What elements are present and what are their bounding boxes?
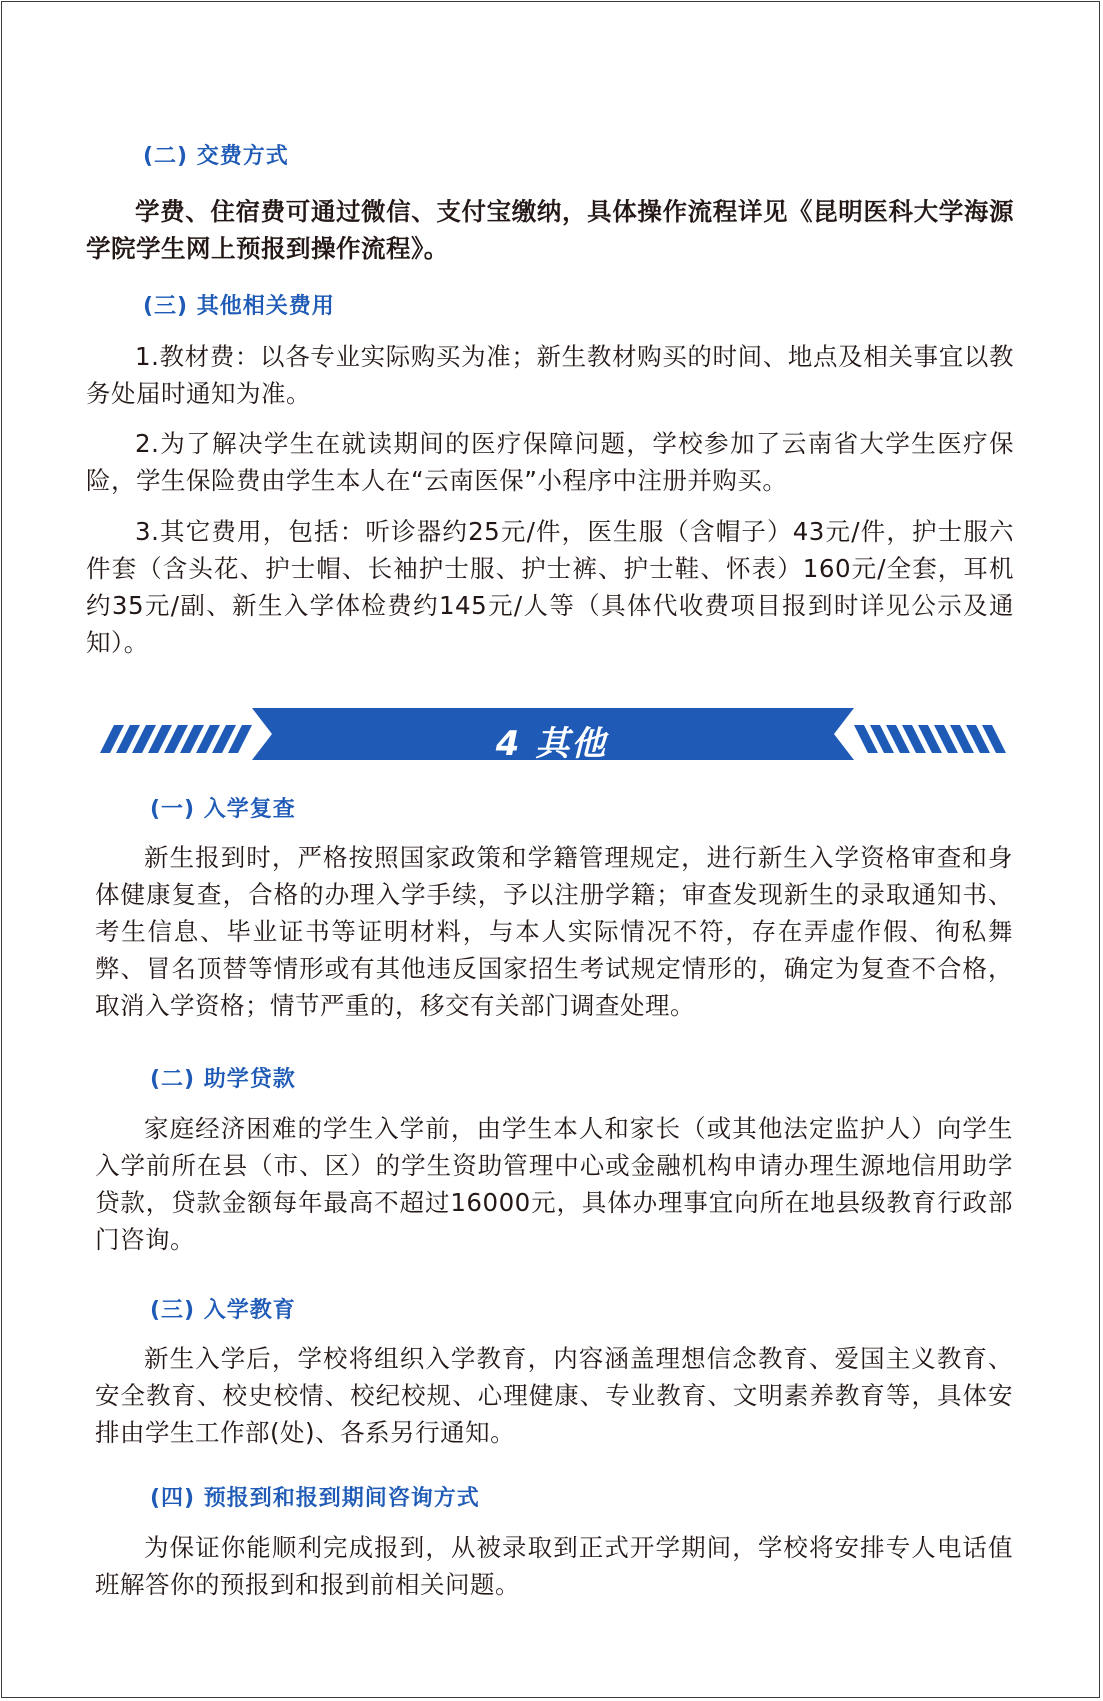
banner-title (0, 716, 1103, 765)
heading-other-fees: (三) 其他相关费用 (143, 294, 335, 319)
heading-payment-method: (二) 交费方式 (143, 144, 289, 169)
banner-number: 4 (495, 724, 522, 764)
paragraph-payment-method: 学费、住宿费可通过微信、支付宝缴纳，具体操作流程详见《昆明医科大学海源学院学生网上预报到操作流程》。 (86, 197, 1014, 263)
paragraph-student-loan: 家庭经济困难的学生入学前，由学生本人和家长（或其他法定监护人）向学生入学前所在县（市、区）的学生资助管理中心或金融机构申请办理生源地信用助学贷款，贷款金额每年最高不超过16000元，具体办理事宜向所在地县级教育行政部门咨询。 (95, 1114, 1013, 1254)
heading-consultation: (四) 预报到和报到期间咨询方式 (150, 1486, 480, 1511)
paragraph-admission-education: 新生入学后，学校将组织入学教育，内容涵盖理想信念教育、爱国主义教育、安全教育、校史校情、校纪校规、心理健康、专业教育、文明素养教育等，具体安排由学生工作部(处)、各系另行通知。 (95, 1344, 1013, 1447)
paragraph-admission-recheck: 新生报到时，严格按照国家政策和学籍管理规定，进行新生入学资格审查和身体健康复查，合格的办理入学手续，予以注册学籍；审查发现新生的录取通知书、考生信息、毕业证书等证明材料，与本人实际情况不符，存在弄虚作假、徇私舞弊、冒名顶替等情形或有其他违反国家招生考试规定情形的，确定为复查不合格，取消入学资格；情节严重的，移交有关部门调查处理。 (95, 843, 1013, 1020)
paragraph-consultation: 为保证你能顺利完成报到，从被录取到正式开学期间，学校将安排专人电话值班解答你的预报到和报到前相关问题。 (95, 1533, 1013, 1599)
heading-admission-education: (三) 入学教育 (150, 1298, 296, 1323)
heading-admission-recheck: (一) 入学复查 (150, 797, 296, 822)
paragraph-textbook-fee: 1.教材费：以各专业实际购买为准；新生教材购买的时间、地点及相关事宜以教务处届时通知为准。 (86, 342, 1014, 408)
paragraph-medical-insurance: 2.为了解决学生在就读期间的医疗保障问题，学校参加了云南省大学生医疗保险，学生保险费由学生本人在“云南医保”小程序中注册并购买。 (86, 429, 1014, 495)
banner-text: 其他 (535, 724, 608, 764)
heading-student-loan: (二) 助学贷款 (150, 1067, 296, 1092)
paragraph-other-fees: 3.其它费用，包括：听诊器约25元/件，医生服（含帽子）43元/件，护士服六件套（含头花、护士帽、长袖护士服、护士裤、护士鞋、怀表）160元/全套，耳机约35元/副、新生入学体检费约145元/人等（具体代收费项目报到时详见公示及通知）。 (86, 517, 1014, 657)
